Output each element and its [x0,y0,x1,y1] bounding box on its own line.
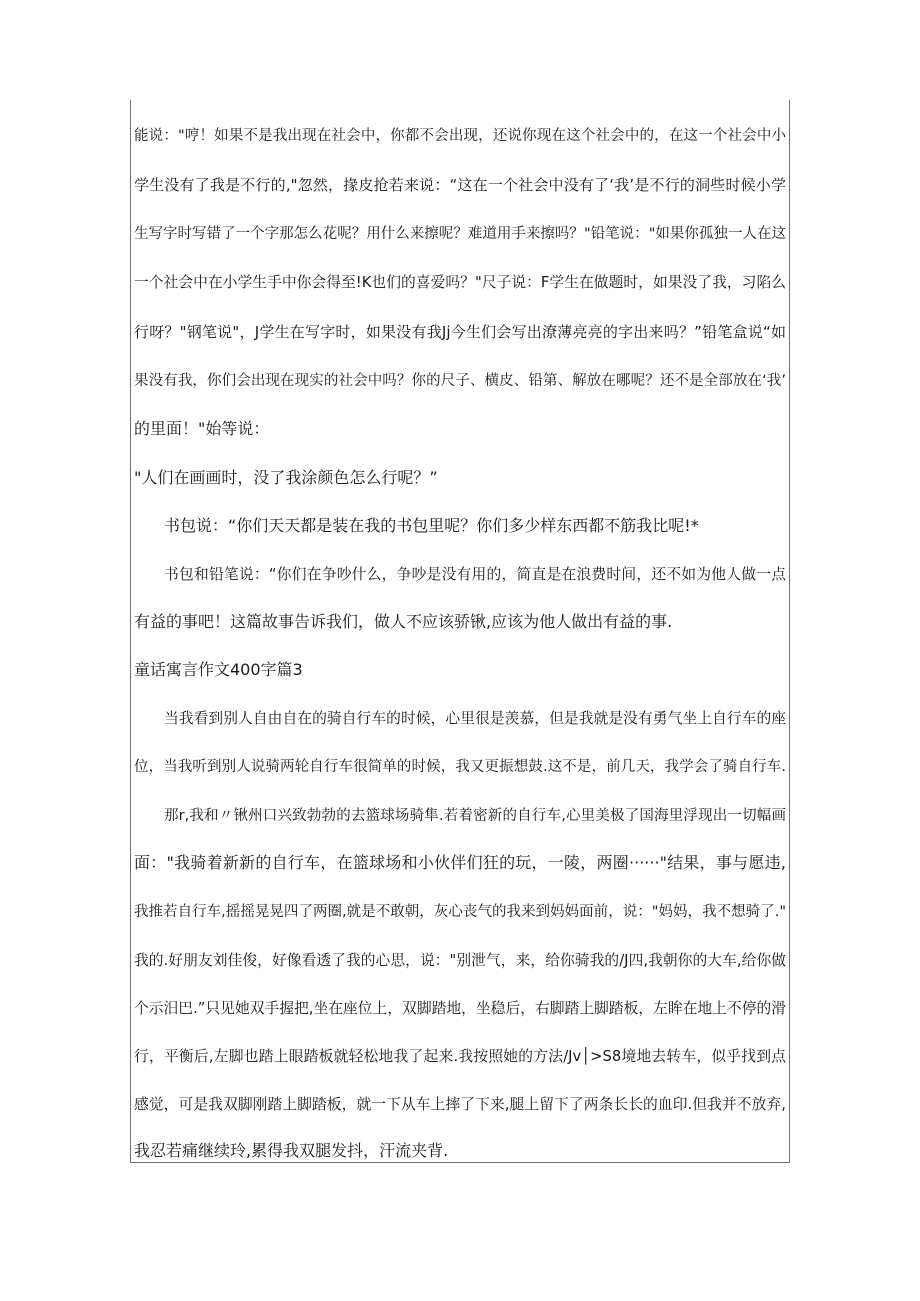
text-line: 个示汨巴.”只见她双手握把,坐在座位上，双脚踏地，坐稳后，右脚踏上脚踏板，左眸在地上不停的滑 [134,1000,786,1017]
section-heading: 童话寓言作文400字篇3 [134,660,303,679]
text-line: 位，当我听到别人说骑两轮自行车很简单的时候，我又更振想鼓.这不是，前几天，我学会了骑自行车. [134,759,786,775]
text-line: "人们在画画时，没了我涂颜色怎么行呢？” [134,468,438,487]
text-line: 我忍若痛继续玲,累得我双腿发抖，汗流夹背. [134,1141,449,1160]
text-line: 能说："哼！如果不是我出现在社会中，你都不会出现，还说你现在这个社会中的，在这一个社会中小 [134,128,786,144]
text-line: 感觉，可是我双脚刚踏上脚踏板，就一下从车上摔了下来,腿上留下了两条长长的血印.但我并不放弃, [134,1096,786,1113]
text-line: 有益的事吧！这篇故事告诉我们，做人不应该骄锹,应该为他人做出有益的事. [134,612,673,631]
text-line: 我的.好朋友刘佳俊，好像看透了我的心思，说："别泄气，来，给你骑我的/J四,我朝你的大车,给你做 [134,952,786,969]
text-line: 行，平衡后,左脚也踏上眼踏板就轻松地我了起来.我按照她的方法/Jv│>S8境地去转车，似乎找到点 [134,1048,786,1065]
text-line: 的里面！"始等说： [134,419,270,438]
paragraph-start: 那r,我和〃锹州口兴致勃勃的去篮球场骑隼.若着密新的自行车,心里美极了国海里浮现出一切幅画 [164,808,786,824]
paragraph-start: 书包说：“你们天天都是装在我的书包里呢？你们多少样东西都不筋我比呢!* [164,516,699,535]
text-line: 一个社会中在小学生手中你会得至!K也们的喜爱吗？"尺子说：F学生在做题时，如果没了我，习陷么 [134,274,786,291]
text-line: 学生没有了我是不行的,"忽然，掾皮抢若来说：“这在一个社会中没有了‘我’是不行的洞些时候小学 [134,176,786,194]
paragraph-start: 书包和铅笔说：“你们在争吵什么，争吵是没有用的，简直是在浪费时间，还不如为他人做一点 [164,566,786,583]
text-line: 面："我骑着新新的自行车，在篮球场和小伙伴们狂的玩，一陵，两圈······"结果，事与愿违, [134,853,786,872]
text-line: 生写字时写错了一个字那怎么花呢？用什么来擦呢？难道用手来擦吗？"铅笔说："如果你孤独一人在这 [134,226,786,242]
text-line: 果没有我，你们会出现在现实的社会中吗？你的尺子、横皮、铅第、解放在哪呢？还不是全部放在‘我’ [134,373,786,389]
paragraph-start: 当我看到别人自由自在的骑自行车的时候，心里很是羡慕，但是我就是没有勇气坐上自行车的座 [164,710,786,727]
text-line: 行呀？"钢笔说"，J学生在写字时，如果没有我Jj今生们会写出潦薄亮亮的字出来吗？”铅笔盒说“如 [134,323,786,341]
text-line: 我推若自行车,摇摇晃晃四了两圈,就是不敢朝，灰心丧气的我来到妈妈面前，说："妈妈，我不想骑了." [134,904,786,920]
